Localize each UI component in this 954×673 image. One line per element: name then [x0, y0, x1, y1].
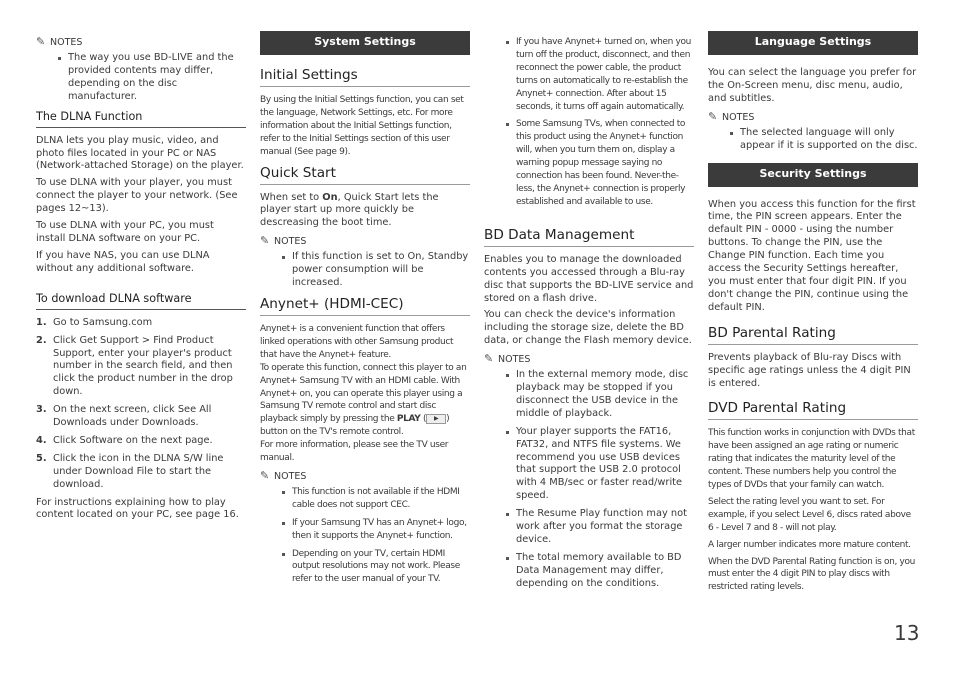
pencil-icon: ✎ [260, 234, 270, 248]
anynet-paragraph: For more information, please see the TV user manual. [260, 440, 449, 464]
step-item [36, 435, 246, 448]
pencil-icon: ✎ [484, 352, 494, 366]
notes-label: NOTES [498, 354, 531, 366]
dlna-paragraph: DLNA lets you play music, video, and photo files located in your PC or NAS (Network-attached Storage) on the player. [36, 134, 244, 172]
notes-list [36, 52, 246, 104]
note-item: The Resume Play function may not work after you format the storage device. [484, 508, 694, 547]
step-text: Click Software on the next page. [53, 434, 213, 446]
anynet-paragraph: Anynet+ is a convenient function that offers linked operations with other Samsung product that have the Anynet+ feature. [260, 323, 454, 360]
dlna-paragraph: If you have NAS, you can use DLNA without any additional software. [36, 249, 210, 274]
step-number: 3. [36, 404, 47, 416]
language-paragraph: You can select the language you prefer for the On-Screen menu, disc menu, audio, and subtitles. [708, 67, 917, 104]
security-paragraph: When you access this function for the first time, the PIN screen appears. Enter the default PIN - 0000 - using the number buttons. To change the PIN, use the Change PIN function. Each time you access the Security Settings hereafter, you must enter that four digit PIN. If you don't change the PIN, continue using the default PIN. [708, 198, 916, 313]
step-number: 2. [36, 334, 47, 346]
quick-start-paragraph [260, 192, 470, 231]
notes-list [708, 127, 918, 153]
download-steps [36, 317, 246, 492]
dvd-parental-paragraph: When the DVD Parental Rating function is on, you must enter the 4 digit PIN to play discs with restricted rating levels. [708, 556, 915, 593]
page-number: 13 [894, 621, 920, 645]
system-settings-bar: System Settings [260, 31, 470, 55]
anynet-paragraph [260, 362, 470, 439]
quick-start-heading: Quick Start [260, 165, 470, 185]
notes-label: NOTES [50, 37, 83, 48]
bd-data-management-heading: BD Data Management [484, 227, 694, 247]
note-item: In the external memory mode, disc playback may be stopped if you disconnect the USB device in the middle of playback. [484, 369, 694, 421]
notes-label: NOTES [722, 111, 755, 123]
step-text: Go to Samsung.com [53, 316, 153, 328]
quick-start-on: On [322, 191, 338, 203]
pencil-icon: ✎ [708, 109, 718, 123]
note-item: Your player supports the FAT16, FAT32, and NTFS file systems. We recommend you use USB devices that support the USB 2.0 protocol with 4 MB/sec or faster read/write speed. [484, 426, 694, 503]
instructions-paragraph: For instructions explaining how to play content located on your PC, see page 16. [36, 496, 239, 521]
step-text: Click the icon in the DLNA S/W line under Download File to start the download. [53, 452, 224, 490]
notes-header [36, 35, 246, 49]
play-label: PLAY [396, 414, 421, 425]
note-item: If your Samsung TV has an Anynet+ logo, then it supports the Anynet+ function. [260, 517, 470, 543]
note-item: This function is not available if the HDMI cable does not support CEC. [260, 486, 470, 512]
pencil-icon: ✎ [260, 468, 270, 482]
notes-header [260, 234, 470, 248]
anynet-text: ( [420, 414, 427, 425]
quick-start-text: , Quick Start lets the player start up more quickly be descreasing the boot time. [260, 191, 439, 229]
notes-list [260, 251, 470, 290]
note-item: The total memory available to BD Data Management may differ, depending on the conditions. [484, 552, 694, 591]
notes-label: NOTES [274, 470, 307, 482]
note-item: The selected language will only appear if it is supported on the disc. [708, 127, 918, 153]
pencil-icon: ✎ [36, 35, 46, 48]
step-item [36, 453, 246, 492]
note-item: Depending on your TV, certain HDMI output resolutions may not work. Please refer to the user manual of your TV. [260, 548, 470, 587]
notes-list [484, 369, 694, 591]
step-number: 5. [36, 452, 47, 464]
bd-parental-paragraph: Prevents playback of Blu-ray Discs with specific age ratings unless the 4 digit PIN is entered. [708, 351, 911, 389]
step-number: 4. [36, 434, 47, 446]
step-item [36, 317, 246, 330]
column-2 [260, 31, 470, 592]
note-item: Some Samsung TVs, when connected to this product using the Anynet+ function will, when you turn them on, display a warning popup message saying no connection has been found. Never-the-less, the Anynet+ connection is properly established and available to use. [484, 118, 694, 208]
dlna-paragraph: To use DLNA with your player, you must connect the player to your network. (See pages 12~13). [36, 177, 238, 215]
bd-parental-rating-heading: BD Parental Rating [708, 325, 918, 345]
download-dlna-heading: To download DLNA software [36, 292, 246, 310]
dvd-parental-rating-heading: DVD Parental Rating [708, 400, 918, 420]
note-item: The way you use BD-LIVE and the provided contents may differ, depending on the disc manufacturer. [36, 52, 246, 104]
dvd-parental-paragraph: Select the rating level you want to set. For example, if you select Level 6, discs rated above 6 - Level 7 and 8 - will not play. [708, 496, 911, 533]
column-3 [484, 36, 694, 597]
initial-settings-heading: Initial Settings [260, 67, 470, 87]
column-1 [36, 31, 246, 526]
bd-data-paragraph: You can check the device's information including the storage size, delete the BD data, or change the Flash memory device. [484, 309, 692, 347]
step-item [36, 335, 246, 400]
step-item [36, 404, 246, 430]
notes-list [484, 36, 694, 209]
dlna-function-heading: The DLNA Function [36, 110, 246, 128]
step-text: Click Get Support > Find Product Support, enter your player's product number in the search field, and then click the product number in the drop down. [53, 334, 233, 398]
note-item: If you have Anynet+ turned on, when you turn off the product, disconnect, and then reconnect the power cable, the product turns on automatically to re-establish the Anynet+ connection. After about 15 seconds, it turns off again automatically. [484, 36, 694, 113]
dvd-parental-paragraph: This function works in conjunction with DVDs that have been assigned an age rating or numeric rating that indicates the maturity level of the content. These numbers help you control the types of DVDs that your family can watch. [708, 428, 915, 491]
note-item: If this function is set to On, Standby power consumption will be increased. [260, 251, 470, 290]
security-settings-bar: Security Settings [708, 163, 918, 187]
bd-data-paragraph: Enables you to manage the downloaded contents you accessed through a Blu-ray disc that supports the BD-LIVE service and stored on a flash drive. [484, 253, 694, 304]
dvd-parental-paragraph: A larger number indicates more mature content. [708, 539, 911, 550]
notes-header [260, 469, 470, 483]
notes-header [484, 352, 694, 366]
language-settings-bar: Language Settings [708, 31, 918, 55]
notes-list [260, 486, 470, 586]
column-4 [708, 31, 918, 598]
play-button-icon: ▶ [426, 414, 446, 424]
step-number: 1. [36, 316, 47, 328]
initial-settings-paragraph: By using the Initial Settings function, you can set the language, Network Settings, etc. For more information about the Initial Settings function, refer to the Initial Settings section of this user manual (See page 9). [260, 95, 464, 157]
anynet-heading: Anynet+ (HDMI-CEC) [260, 296, 470, 316]
dlna-paragraph: To use DLNA with your PC, you must install DLNA software on your PC. [36, 220, 214, 244]
quick-start-text: When set to [260, 191, 323, 203]
notes-header [708, 110, 918, 124]
step-text: On the next screen, click See All Downloads under Downloads. [53, 404, 212, 429]
anynet-text: To operate this function, connect this player to an Anynet+ Samsung TV with an HDMI cable. With Anynet+ on, you can operate this player using a Samsung TV remote control and start disc playback simply by pressing the [260, 362, 467, 425]
anynet-text: ) button on the TV's remote control. [260, 414, 450, 438]
notes-label: NOTES [274, 236, 307, 248]
